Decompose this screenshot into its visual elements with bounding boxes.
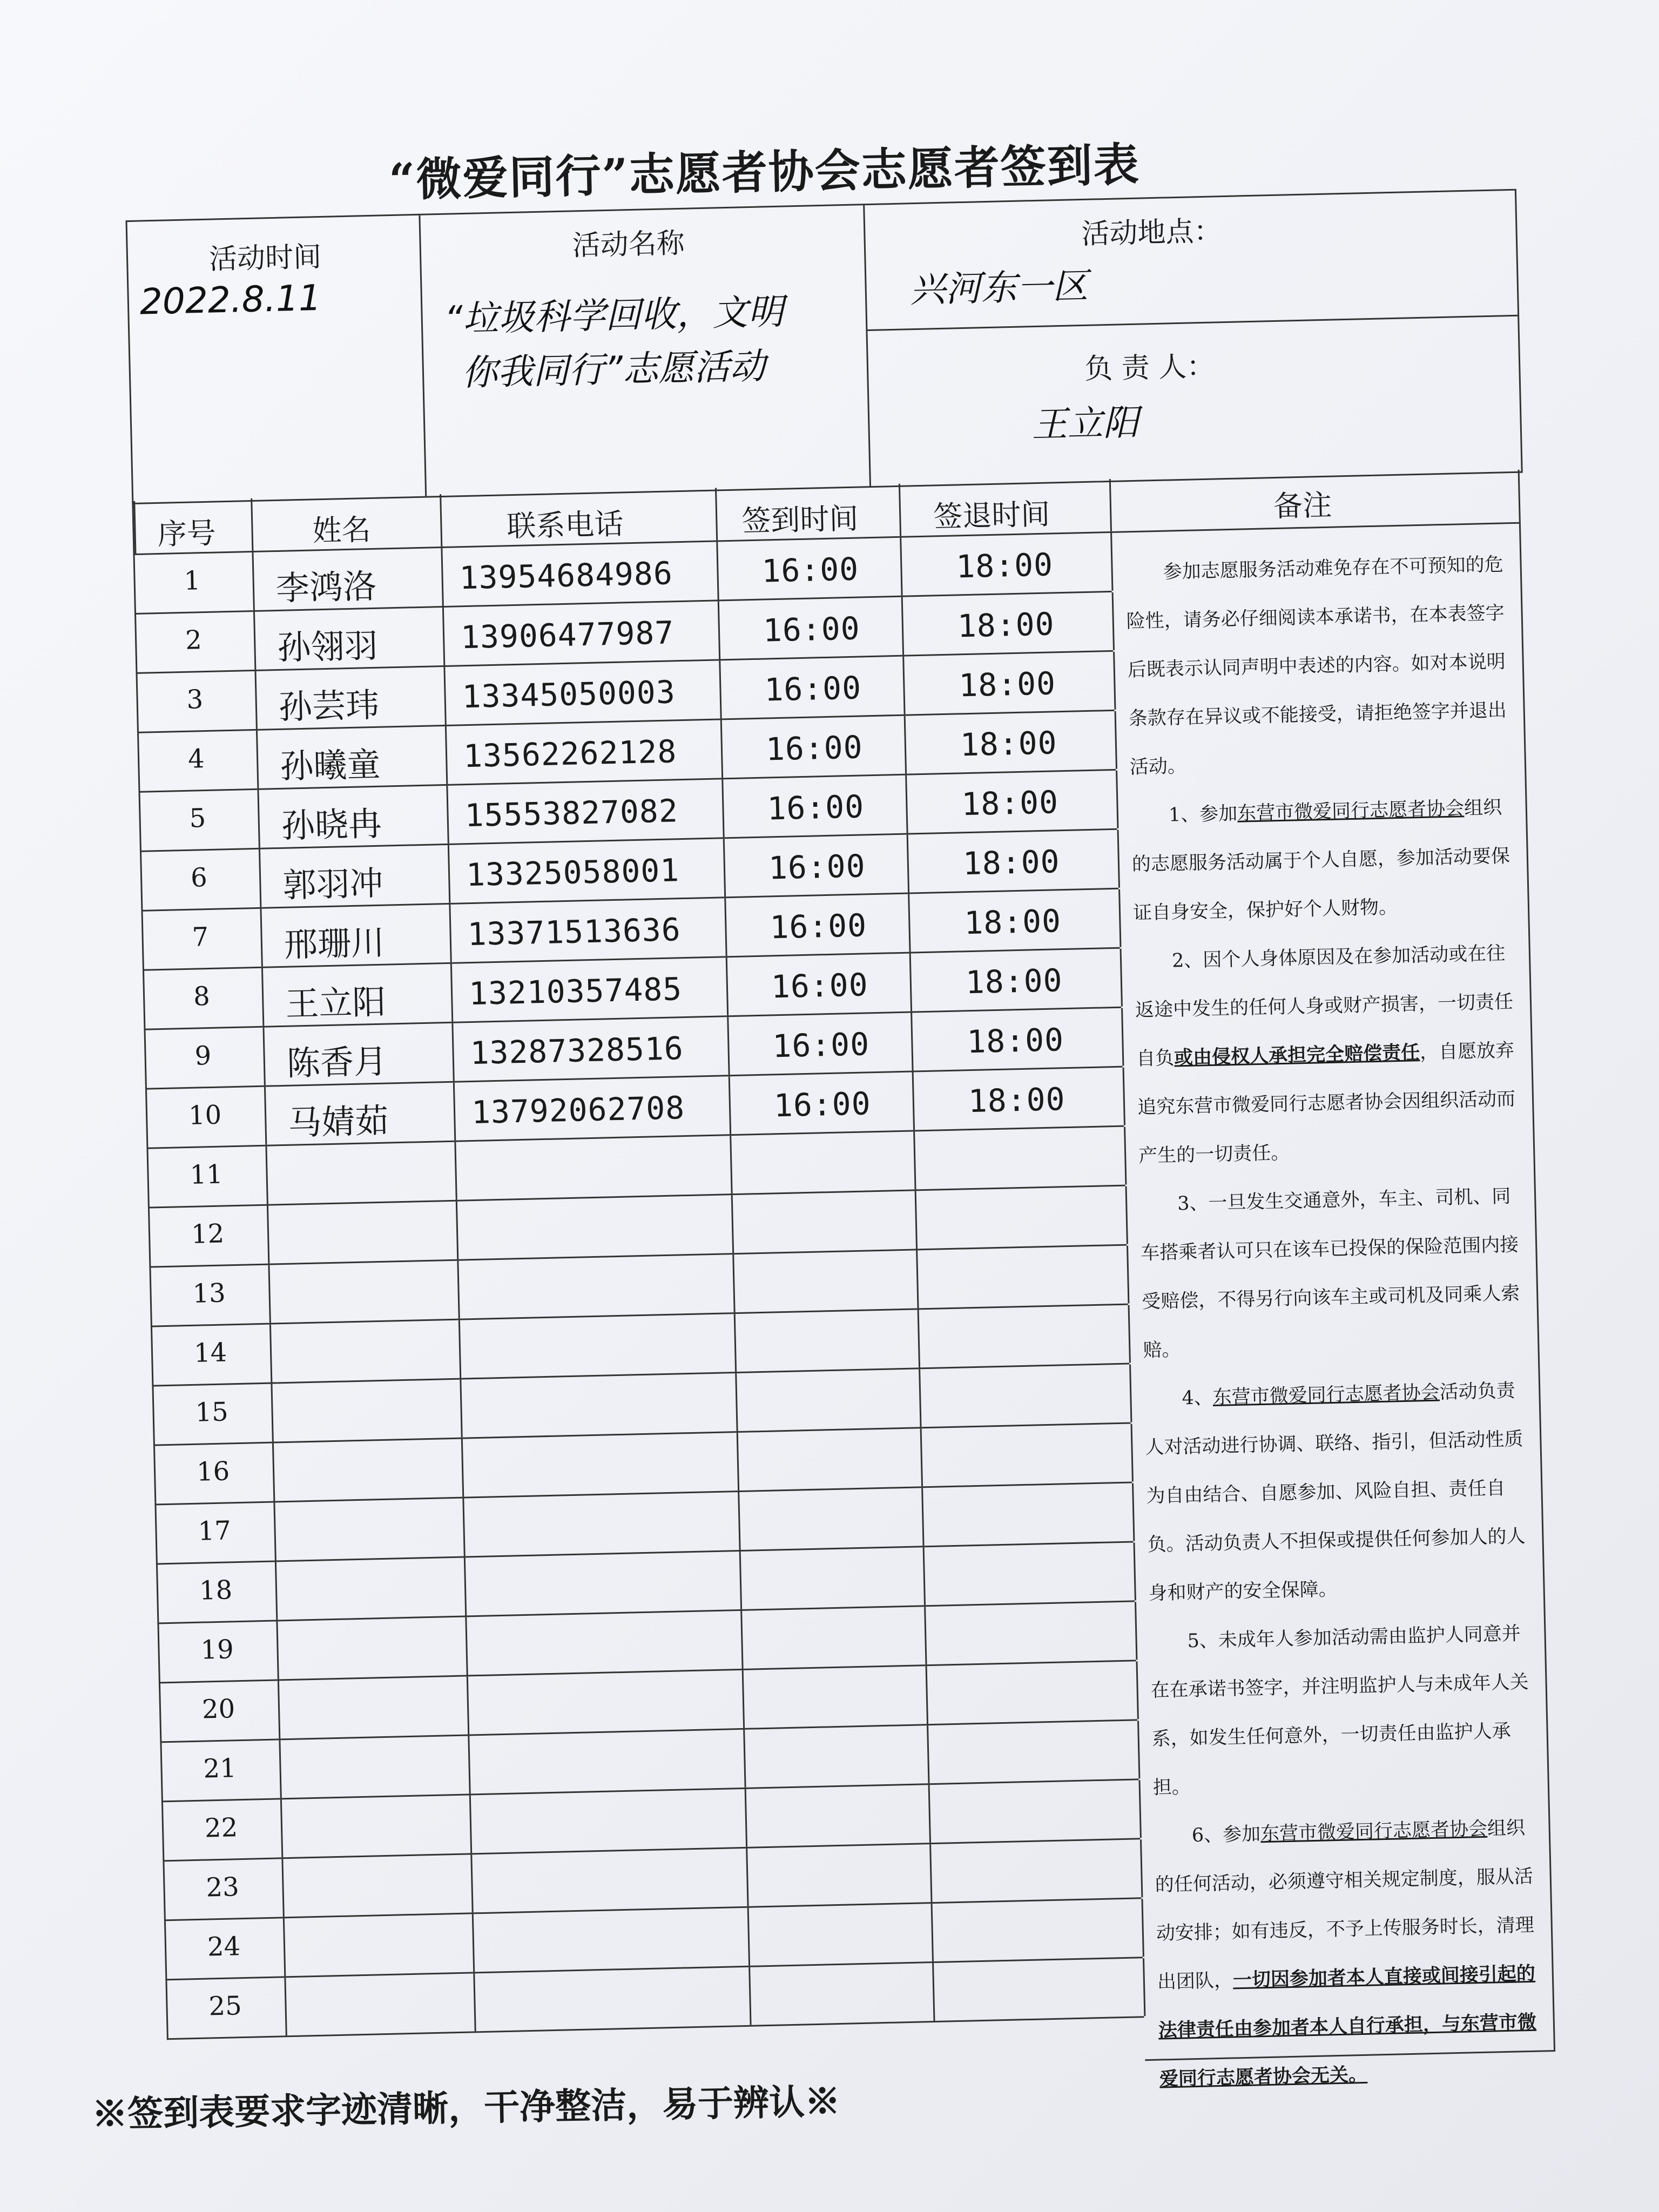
cell-in bbox=[727, 954, 912, 1016]
cell-phone bbox=[469, 1730, 746, 1794]
cell-in bbox=[731, 1131, 916, 1193]
cell-no-text: 8 bbox=[193, 981, 211, 1012]
cell-name bbox=[256, 667, 446, 729]
cell-phone-text: 13562262128 bbox=[463, 733, 677, 775]
cell-in bbox=[750, 1963, 935, 2025]
cell-out bbox=[933, 1899, 1144, 1961]
cell-out bbox=[919, 1305, 1131, 1367]
cell-name-text: 孙翎羽 bbox=[276, 625, 379, 667]
cell-no bbox=[164, 1859, 284, 1919]
activity-time-cell bbox=[127, 215, 427, 503]
notice-item-1 bbox=[1130, 783, 1514, 938]
cell-phone bbox=[472, 1849, 748, 1913]
remarks-notice bbox=[1110, 524, 1555, 2090]
col-in bbox=[717, 484, 901, 541]
cell-out bbox=[928, 1721, 1140, 1783]
cell-name bbox=[272, 1380, 462, 1442]
cell-no-text: 13 bbox=[192, 1278, 226, 1309]
col-phone bbox=[441, 488, 718, 547]
cell-in-text: 16:00 bbox=[765, 729, 864, 768]
cell-in bbox=[725, 835, 909, 897]
notice-4-org: 东营市微爱同行志愿者协会 bbox=[1212, 1381, 1440, 1409]
cell-in bbox=[738, 1428, 923, 1491]
activity-location-cell bbox=[865, 191, 1521, 486]
cell-phone bbox=[455, 1076, 731, 1141]
notice-item-4 bbox=[1143, 1366, 1529, 1618]
cell-no-text: 12 bbox=[191, 1218, 225, 1250]
notice-1-prefix: 1、参加 bbox=[1168, 802, 1238, 826]
cell-in bbox=[744, 1666, 928, 1728]
cell-no-text: 23 bbox=[205, 1872, 240, 1903]
cell-no bbox=[139, 731, 259, 791]
cell-name bbox=[286, 1973, 476, 2035]
cell-name bbox=[282, 1795, 472, 1857]
cell-phone-text: 13906477987 bbox=[460, 614, 675, 656]
cell-name-text: 陈香月 bbox=[286, 1041, 388, 1083]
notice-item-5: 5、未成年人参加活动需由监护人同意并在在承诺书签字，并注明监护人与未成年人关系，如发生任何意外，一切责任由监护人承担。 bbox=[1150, 1623, 1529, 1799]
cell-no-text: 15 bbox=[194, 1397, 229, 1428]
cell-no-text: 7 bbox=[191, 922, 209, 953]
cell-out-text: 18:00 bbox=[960, 724, 1058, 764]
cell-in bbox=[729, 1013, 913, 1075]
cell-name bbox=[255, 608, 445, 670]
cell-no bbox=[147, 1087, 267, 1148]
cell-no bbox=[151, 1265, 271, 1326]
cell-in bbox=[742, 1607, 927, 1669]
cell-phone bbox=[453, 1017, 730, 1081]
cell-no bbox=[163, 1799, 283, 1860]
cell-in-text: 16:00 bbox=[766, 788, 865, 827]
cell-in bbox=[726, 894, 911, 956]
form-frame bbox=[81, 130, 1561, 2090]
cell-phone bbox=[460, 1314, 737, 1378]
cell-no bbox=[150, 1206, 269, 1266]
cell-no-text: 4 bbox=[187, 744, 205, 774]
cell-name bbox=[283, 1854, 473, 1917]
notice-1-org: 东营市微爱同行志愿者协会 bbox=[1237, 798, 1465, 825]
cell-out bbox=[911, 949, 1123, 1011]
cell-phone-text: 13954684986 bbox=[458, 555, 673, 597]
cell-no bbox=[152, 1325, 272, 1385]
cell-in bbox=[741, 1547, 926, 1609]
cell-no bbox=[153, 1384, 273, 1445]
cell-in-text: 16:00 bbox=[768, 847, 866, 887]
cell-out-text: 18:00 bbox=[957, 605, 1055, 645]
cell-out-text: 18:00 bbox=[966, 1021, 1064, 1061]
cell-out bbox=[934, 1958, 1145, 2021]
cell-name-text: 郭羽冲 bbox=[282, 863, 384, 905]
cell-phone bbox=[475, 1967, 751, 2032]
col-header-in: 签到时间 bbox=[741, 501, 859, 538]
cell-out bbox=[926, 1602, 1137, 1664]
cell-no-text: 1 bbox=[184, 565, 201, 596]
cell-name bbox=[260, 845, 450, 907]
cell-in bbox=[734, 1250, 919, 1312]
cell-no-text: 10 bbox=[188, 1100, 222, 1131]
cell-out bbox=[920, 1364, 1132, 1427]
activity-location-value: 兴河东一区 bbox=[909, 265, 1089, 311]
cell-no-text: 9 bbox=[194, 1040, 212, 1071]
cell-in-text: 16:00 bbox=[772, 1026, 870, 1065]
cell-name-text: 孙晓冉 bbox=[281, 804, 382, 846]
notice-4-prefix: 4、 bbox=[1182, 1387, 1213, 1410]
cell-out bbox=[918, 1246, 1129, 1309]
col-out bbox=[900, 479, 1112, 536]
cell-name bbox=[280, 1736, 470, 1798]
col-header-phone: 联系电话 bbox=[506, 507, 624, 544]
cell-out bbox=[901, 533, 1113, 596]
cell-phone bbox=[466, 1552, 742, 1616]
cell-out bbox=[907, 771, 1118, 833]
cell-out bbox=[914, 1068, 1125, 1130]
cell-phone bbox=[452, 957, 729, 1022]
cell-out bbox=[908, 830, 1120, 893]
notice-6-bold: 一切因参加者本人直接或间接引起的法律责任由参加者本人自行承担，与东营市微爱同行志愿者协会无关。 bbox=[1158, 1962, 1537, 2090]
cell-in bbox=[719, 597, 904, 659]
cell-phone bbox=[464, 1492, 740, 1556]
cell-name-text: 李鸿洛 bbox=[275, 566, 377, 609]
activity-name-label: 活动名称 bbox=[572, 227, 685, 262]
cell-out bbox=[930, 1780, 1142, 1843]
cell-in bbox=[722, 716, 907, 778]
activity-time-value: 2022.8.11 bbox=[139, 276, 322, 323]
cell-no-text: 18 bbox=[199, 1575, 233, 1606]
cell-in bbox=[733, 1191, 918, 1253]
cell-out-text: 18:00 bbox=[965, 962, 1063, 1001]
notice-2-prefix: 2、因个人身体原因及在参加活动或在往返途中发生的任何人身或财产损害，一切责任自负 bbox=[1135, 942, 1514, 1070]
cell-phone bbox=[449, 839, 726, 903]
cell-out-text: 18:00 bbox=[958, 665, 1056, 704]
cell-phone bbox=[445, 660, 721, 725]
cell-name bbox=[275, 1499, 465, 1561]
cell-name bbox=[258, 726, 448, 788]
cell-phone-text: 13371513636 bbox=[467, 911, 682, 953]
cell-no-text: 11 bbox=[189, 1159, 224, 1190]
cell-phone-text: 15553827082 bbox=[464, 792, 679, 834]
cell-name-text: 王立阳 bbox=[285, 982, 387, 1024]
cell-phone bbox=[467, 1611, 743, 1675]
activity-header bbox=[125, 189, 1522, 504]
cell-out bbox=[906, 711, 1117, 774]
notice-intro: 参加志愿服务活动难免存在不可预知的危险性，请务必仔细阅读本承诺书，在本表签字后既表示认同声明中表述的内容。如对本说明条款存在异议或不能接受，请拒绝签字并退出活动。 bbox=[1126, 554, 1507, 779]
cell-no-text: 6 bbox=[190, 862, 208, 893]
cell-out-text: 18:00 bbox=[961, 784, 1059, 823]
cell-no bbox=[141, 849, 261, 910]
cell-phone bbox=[461, 1373, 738, 1438]
cell-no bbox=[158, 1562, 278, 1622]
cell-name bbox=[278, 1617, 468, 1679]
cell-no-text: 3 bbox=[186, 684, 204, 715]
sheet-title: “微爱同行”志愿者协会志愿者签到表 bbox=[388, 137, 1141, 207]
cell-no bbox=[148, 1147, 268, 1207]
cell-out bbox=[923, 1483, 1135, 1546]
cell-in bbox=[720, 657, 905, 719]
cell-in-text: 16:00 bbox=[769, 907, 867, 946]
col-header-no: 序号 bbox=[157, 516, 217, 551]
cell-phone-text: 13325058001 bbox=[466, 852, 680, 894]
cell-phone bbox=[458, 1255, 735, 1319]
cell-phone bbox=[450, 898, 727, 962]
notice-item-2 bbox=[1134, 929, 1520, 1181]
cell-no bbox=[156, 1502, 276, 1563]
notice-1-text: 组织的志愿服务活动属于个人自愿，参加活动要保证自身安全，保护好个人财物。 bbox=[1131, 797, 1510, 925]
cell-name bbox=[269, 1261, 460, 1323]
cell-out bbox=[912, 1008, 1124, 1071]
col-header-out: 签退时间 bbox=[933, 497, 1050, 534]
cell-name bbox=[263, 964, 453, 1026]
cell-name-text: 邢珊川 bbox=[284, 922, 385, 965]
cell-out-text: 18:00 bbox=[963, 902, 1062, 942]
header-divider bbox=[867, 315, 1518, 331]
notice-item-3: 3、一旦发生交通意外，车主、司机、同车搭乘者认可只在该车已投保的保险范围内接受赔偿，不得另行向该车主或司机及同乘人索赔。 bbox=[1140, 1185, 1520, 1361]
cell-phone bbox=[463, 1433, 739, 1497]
activity-name-value-1: “垃圾科学回收，文明 bbox=[443, 291, 784, 340]
cell-out bbox=[909, 889, 1121, 952]
activity-name-cell bbox=[420, 205, 871, 496]
cell-in-text: 16:00 bbox=[764, 669, 862, 709]
col-no bbox=[133, 498, 253, 554]
cell-no bbox=[143, 909, 263, 969]
cell-name bbox=[285, 1914, 475, 1976]
leader-value: 王立阳 bbox=[1031, 401, 1139, 446]
cell-no-text: 5 bbox=[188, 803, 206, 834]
cell-no bbox=[135, 552, 255, 613]
cell-no-text: 2 bbox=[185, 625, 203, 656]
cell-name bbox=[261, 905, 451, 967]
cell-in-text: 16:00 bbox=[773, 1085, 872, 1124]
notice-2-bold: 或由侵权人承担完全赔偿责任 bbox=[1174, 1041, 1420, 1069]
leader-label: 负 责 人： bbox=[1084, 350, 1215, 386]
cell-name-text: 孙曦童 bbox=[279, 744, 381, 786]
cell-no bbox=[136, 612, 256, 672]
col-header-name: 姓名 bbox=[312, 512, 372, 548]
cell-name bbox=[253, 548, 443, 610]
notice-4-text: 活动负责人对活动进行协调、联络、指引，但活动性质为自由结合、自愿参加、风险自担、责任自负。活动负责人不担保或提供任何参加人的人身和财产的安全保障。 bbox=[1145, 1380, 1526, 1604]
cell-name bbox=[268, 1202, 458, 1264]
cell-out-text: 18:00 bbox=[968, 1081, 1066, 1120]
cell-name-text: 孙芸玮 bbox=[278, 685, 380, 727]
cell-no bbox=[138, 671, 258, 732]
cell-name bbox=[264, 1023, 454, 1085]
notice-2-text: ，自愿放弃追究东营市微爱同行志愿者协会因组织活动而产生的一切责任。 bbox=[1137, 1040, 1516, 1168]
cell-no bbox=[160, 1681, 280, 1741]
cell-name-text: 马婧茹 bbox=[287, 1101, 389, 1143]
cell-no bbox=[144, 968, 264, 1029]
cell-out bbox=[915, 1127, 1127, 1190]
activity-name-value-2: 你我同行”志愿活动 bbox=[461, 345, 766, 394]
col-header-remark: 备注 bbox=[1273, 488, 1332, 524]
cell-in bbox=[736, 1310, 920, 1372]
cell-out bbox=[925, 1542, 1136, 1605]
cell-no-text: 14 bbox=[193, 1337, 227, 1368]
cell-phone-text: 13210357485 bbox=[468, 970, 683, 1013]
cell-name bbox=[276, 1558, 467, 1620]
cell-name bbox=[259, 786, 449, 848]
notice-6-org: 东营市微爱同行志愿者协会 bbox=[1260, 1818, 1488, 1845]
cell-name bbox=[266, 1083, 456, 1145]
cell-no-text: 19 bbox=[200, 1634, 234, 1665]
cell-no bbox=[167, 1978, 287, 2038]
cell-no bbox=[166, 1918, 286, 1979]
cell-no-text: 24 bbox=[207, 1931, 241, 1963]
cell-in bbox=[746, 1785, 931, 1847]
cell-no-text: 20 bbox=[201, 1694, 235, 1725]
cell-phone bbox=[471, 1789, 747, 1853]
notice-item-6 bbox=[1154, 1804, 1541, 2104]
cell-no-text: 21 bbox=[203, 1753, 237, 1784]
cell-phone bbox=[456, 1136, 732, 1200]
activity-location-label: 活动地点： bbox=[1081, 215, 1223, 251]
cell-phone bbox=[474, 1908, 750, 1972]
cell-out bbox=[916, 1186, 1128, 1249]
cell-phone-text: 13792062708 bbox=[471, 1089, 685, 1131]
cell-no bbox=[146, 1028, 266, 1088]
cell-no bbox=[155, 1444, 275, 1504]
cell-phone bbox=[442, 542, 719, 606]
cell-in bbox=[747, 1844, 932, 1906]
cell-in bbox=[749, 1904, 934, 1966]
cell-in-text: 16:00 bbox=[761, 550, 859, 590]
cell-out bbox=[903, 592, 1115, 655]
cell-phone-text: 13345050003 bbox=[461, 673, 676, 716]
cell-no bbox=[161, 1740, 281, 1800]
cell-out bbox=[931, 1839, 1143, 1902]
cell-out-text: 18:00 bbox=[962, 843, 1061, 882]
cell-phone bbox=[448, 779, 724, 844]
cell-in bbox=[730, 1072, 915, 1134]
cell-no-text: 22 bbox=[204, 1812, 238, 1844]
cell-in bbox=[737, 1369, 921, 1431]
cell-name bbox=[271, 1320, 461, 1382]
cell-no bbox=[140, 790, 260, 851]
cell-out bbox=[904, 652, 1116, 714]
notice-6-text: 组织的任何活动，必须遵守相关规定制度，服从活动安排；如有违反，不予上传服务时长，清理出团队， bbox=[1155, 1817, 1535, 1993]
cell-in-text: 16:00 bbox=[763, 610, 861, 649]
cell-phone bbox=[457, 1195, 734, 1259]
cell-phone bbox=[447, 720, 723, 784]
cell-phone bbox=[444, 601, 720, 665]
cell-no-text: 25 bbox=[208, 1991, 242, 2022]
cell-name bbox=[267, 1142, 457, 1204]
cell-phone-text: 13287328516 bbox=[469, 1030, 684, 1072]
cell-name bbox=[274, 1439, 464, 1501]
cell-phone bbox=[468, 1670, 745, 1735]
notice-6-prefix: 6、参加 bbox=[1191, 1823, 1261, 1847]
cell-out-text: 18:00 bbox=[955, 546, 1054, 585]
cell-out bbox=[922, 1424, 1134, 1486]
cell-no bbox=[159, 1621, 279, 1682]
cell-name bbox=[279, 1676, 469, 1738]
cell-no-text: 16 bbox=[196, 1456, 230, 1487]
cell-in bbox=[723, 775, 908, 838]
footer-note: ※签到表要求字迹清晰，干净整洁，易于辨认※ bbox=[91, 2080, 841, 2136]
cell-in bbox=[739, 1488, 924, 1550]
cell-in-text: 16:00 bbox=[771, 966, 869, 1006]
cell-in bbox=[718, 538, 902, 600]
cell-in bbox=[745, 1725, 929, 1788]
cell-no-text: 17 bbox=[197, 1515, 232, 1547]
activity-time-label: 活动时间 bbox=[208, 240, 322, 276]
col-name bbox=[252, 494, 442, 551]
cell-out bbox=[927, 1661, 1139, 1724]
